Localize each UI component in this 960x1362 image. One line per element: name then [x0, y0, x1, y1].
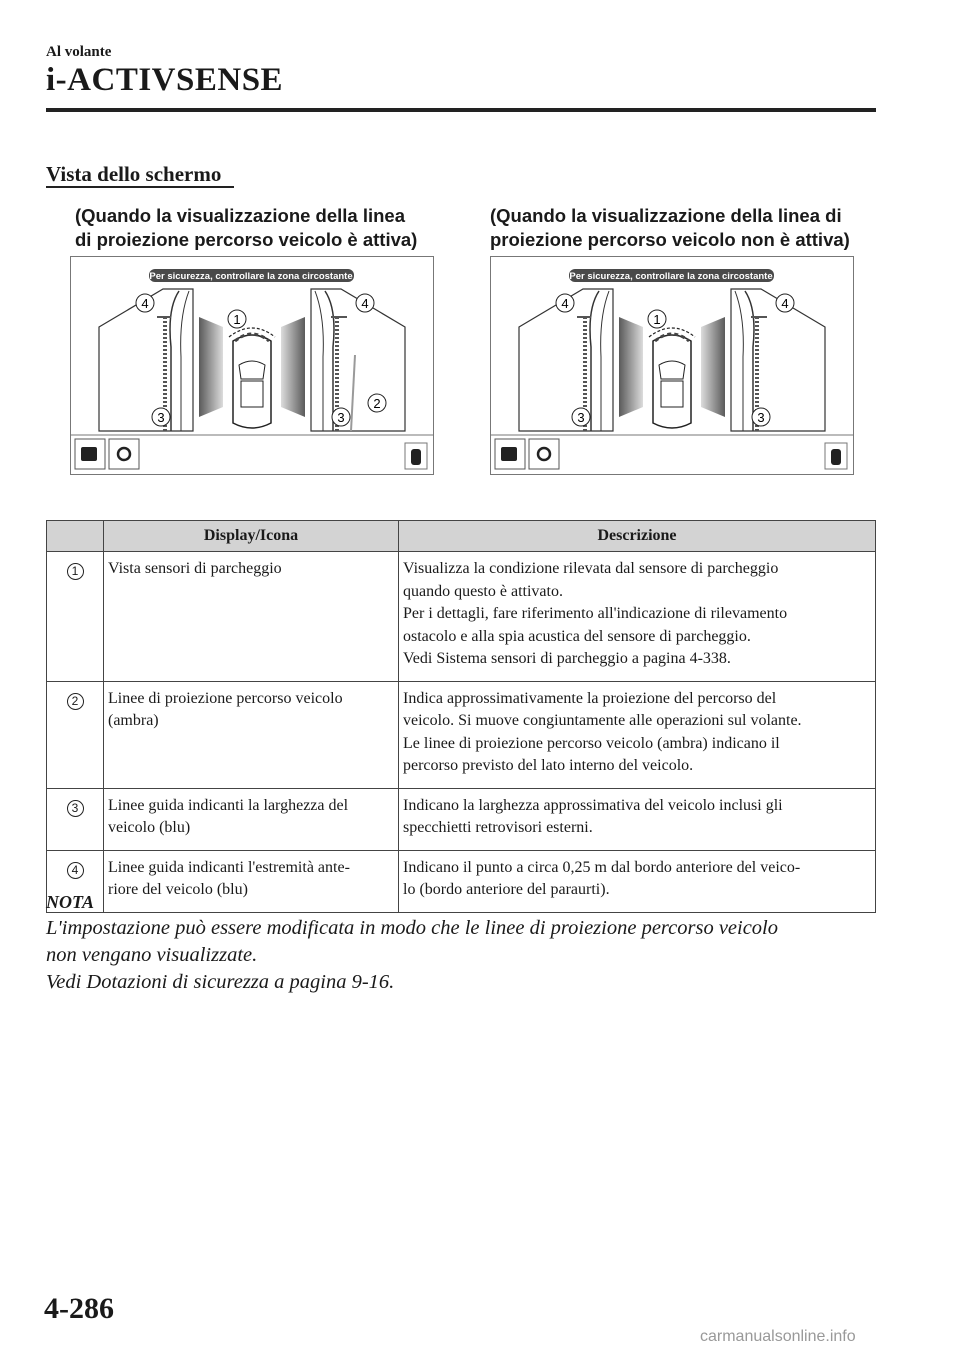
- description-line: Indicano la larghezza approssimativa del veicolo inclusi gli: [403, 796, 783, 814]
- caption-line: (Quando la visualizzazione della linea: [75, 205, 406, 226]
- callout-3: [152, 408, 170, 426]
- table-row: [47, 850, 876, 912]
- description-line: Le linee di proiezione percorso veicolo (ambra) indicano il: [403, 734, 780, 752]
- chapter-title: i-ACTIVSENSE: [46, 62, 284, 98]
- callout-4: [556, 294, 574, 312]
- description-line: Vedi Sistema sensori di parcheggio a pagina 4-338.: [403, 650, 731, 667]
- row-number: 4: [67, 862, 84, 879]
- settings-icon: [529, 439, 559, 469]
- screen-illustration-path-on: [70, 256, 434, 475]
- table-row: [47, 681, 876, 788]
- car-top-icon: [411, 449, 421, 465]
- right-shadow: [281, 317, 305, 417]
- left-curb-line: [590, 291, 599, 431]
- description-line: specchietti retrovisori esterni.: [403, 819, 593, 836]
- callout-number: 4: [561, 296, 569, 311]
- caption-line: di proiezione percorso veicolo è attiva): [75, 229, 418, 250]
- right-curb-line: [735, 291, 743, 431]
- description-line: lo (bordo anteriore del paraurti).: [403, 881, 610, 898]
- callout-1: [228, 310, 246, 328]
- screen-drawing: [71, 257, 433, 474]
- callout-number: 2: [373, 396, 381, 411]
- callout-number: 3: [337, 410, 345, 425]
- watermark-text: carmanualsonline.info: [700, 1328, 856, 1345]
- header-display: Display/Icona: [104, 521, 399, 552]
- banner-text: Per sicurezza, controllare la zona circostante: [569, 271, 773, 282]
- description-table: [46, 520, 876, 913]
- view-switch-glyph: [501, 447, 517, 461]
- figure-caption-right: [490, 204, 880, 252]
- description-line: Indica approssimativamente la proiezione del percorso del: [403, 689, 777, 707]
- left-shadow: [619, 317, 643, 417]
- callout-number: 3: [157, 410, 165, 425]
- callout-4: [356, 294, 374, 312]
- table-header-row: [47, 521, 876, 552]
- row-number: 1: [67, 563, 84, 580]
- display-cell: [104, 552, 399, 682]
- sub-heading: Vista dello schermo: [46, 162, 222, 186]
- banner-text: Per sicurezza, controllare la zona circostante: [149, 271, 353, 282]
- description-line: Per i dettagli, fare riferimento all'indicazione di rilevamento: [403, 605, 788, 622]
- display-line: Vista sensori di parcheggio: [108, 560, 282, 577]
- callout-number: 1: [233, 312, 241, 327]
- callout-4: [136, 294, 154, 312]
- description-line: Indicano il punto a circa 0,25 m dal bordo anteriore del veico-: [403, 858, 801, 876]
- row-number-cell: [47, 788, 104, 850]
- caption-line: (Quando la visualizzazione della linea di: [490, 205, 842, 226]
- header-rule: [46, 108, 876, 112]
- callout-1: [648, 310, 666, 328]
- callout-number: 1: [653, 312, 661, 327]
- row-number-cell: [47, 552, 104, 682]
- callout-number: 3: [577, 410, 585, 425]
- description-line: percorso previsto del lato interno del veicolo.: [403, 757, 694, 774]
- callout-number: 3: [757, 410, 765, 425]
- right-curb-line: [325, 291, 334, 431]
- callout-3: [332, 408, 350, 426]
- caption-line: proiezione percorso veicolo non è attiva): [490, 229, 850, 250]
- path-projection-line: [351, 355, 355, 431]
- display-line: riore del veicolo (blu): [108, 881, 248, 898]
- right-camera-panel: [731, 289, 825, 431]
- description-cell: [399, 552, 876, 682]
- right-curb-line: [745, 291, 754, 431]
- right-curb-line: [315, 291, 323, 431]
- display-cell: [104, 850, 399, 912]
- left-curb-line: [601, 291, 609, 431]
- table-row: [47, 788, 876, 850]
- sub-heading-underline: [46, 186, 234, 188]
- description-line: Visualizza la condizione rilevata dal sensore di parcheggio: [403, 560, 779, 577]
- note-line: Vedi Dotazioni di sicurezza a pagina 9-16.: [46, 971, 395, 993]
- view-switch-glyph: [81, 447, 97, 461]
- left-curb-line: [181, 291, 189, 431]
- note-body: [46, 915, 876, 996]
- page-number: 4-286: [44, 1292, 114, 1325]
- display-line: Linee guida indicanti l'estremità ante-: [108, 858, 350, 876]
- description-line: veicolo. Si muove congiuntamente alle operazioni sul volante.: [403, 712, 802, 729]
- description-cell: [399, 788, 876, 850]
- left-shadow: [199, 317, 223, 417]
- section-kicker: Al volante: [46, 44, 112, 60]
- table-row: [47, 552, 876, 682]
- callout-3: [752, 408, 770, 426]
- description-line: quando questo è attivato.: [403, 582, 563, 600]
- note-title: NOTA: [46, 892, 95, 912]
- callout-2: [368, 394, 386, 412]
- row-number: 3: [67, 800, 84, 817]
- screen-illustration-path-off: [490, 256, 854, 475]
- description-cell: [399, 681, 876, 788]
- callout-number: 4: [361, 296, 369, 311]
- display-line: Linee guida indicanti la larghezza del: [108, 796, 349, 814]
- right-shadow: [701, 317, 725, 417]
- left-curb-line: [170, 291, 179, 431]
- display-line: veicolo (blu): [108, 819, 191, 836]
- description-line: ostacolo e alla spia acustica del sensore di parcheggio.: [403, 627, 751, 645]
- display-line: Linee di proiezione percorso veicolo: [108, 689, 343, 707]
- row-number: 2: [67, 693, 84, 710]
- figure-caption-left: [75, 204, 455, 252]
- note-line: L'impostazione può essere modificata in modo che le linee di proiezione percorso veicolo: [46, 917, 779, 939]
- screen-drawing: [491, 257, 853, 474]
- display-cell: [104, 788, 399, 850]
- row-number-cell: [47, 681, 104, 788]
- display-cell: [104, 681, 399, 788]
- car-top-icon: [831, 449, 841, 465]
- callout-4: [776, 294, 794, 312]
- display-line: (ambra): [108, 712, 159, 729]
- right-camera-panel: [311, 289, 405, 431]
- settings-icon: [109, 439, 139, 469]
- note-line: non vengano visualizzate.: [46, 944, 258, 966]
- description-cell: [399, 850, 876, 912]
- callout-number: 4: [781, 296, 789, 311]
- callout-3: [572, 408, 590, 426]
- header-number: [47, 521, 104, 552]
- header-description: Descrizione: [399, 521, 876, 552]
- callout-number: 4: [141, 296, 149, 311]
